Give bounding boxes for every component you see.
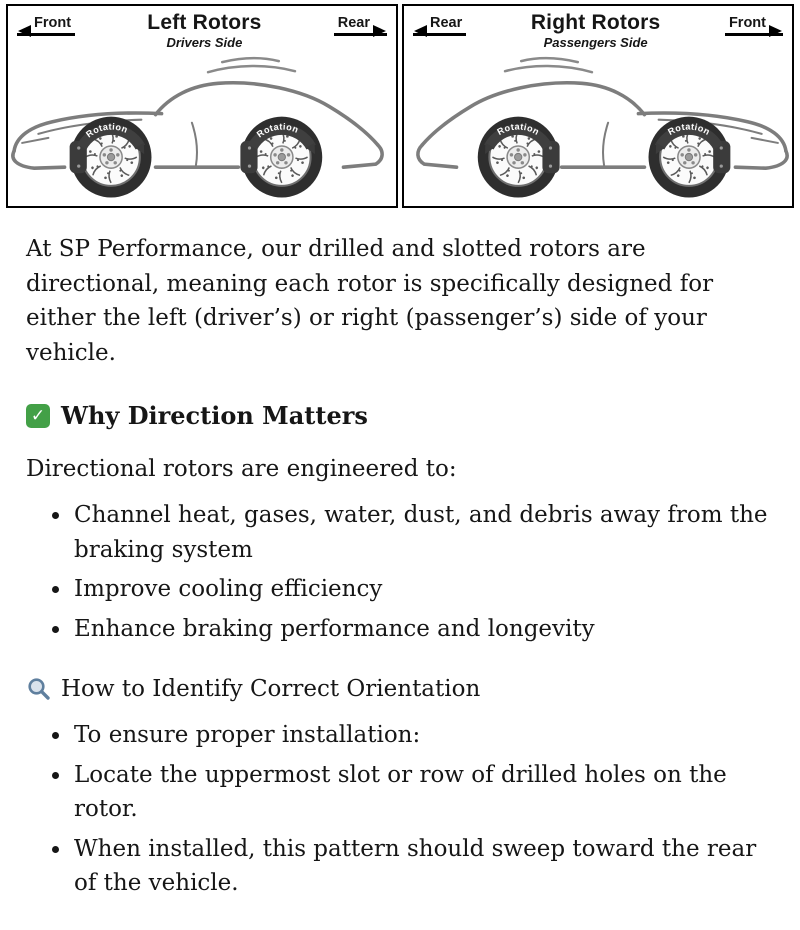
- arrow-right-icon: [373, 25, 386, 37]
- check-glyph: ✓: [30, 405, 46, 426]
- check-icon: [26, 404, 50, 428]
- section-title: How to Identify Correct Orientation: [61, 676, 481, 703]
- right-car-illustration: [404, 52, 792, 206]
- rear-direction-arrow: [334, 16, 387, 36]
- front-direction-arrow: [725, 16, 783, 36]
- lead-paragraph: Directional rotors are engineered to:: [26, 456, 457, 483]
- magnifier-icon: [26, 676, 52, 702]
- panel-title: Right Rotors: [530, 11, 661, 34]
- section-title: Why Direction Matters: [61, 401, 368, 431]
- rear-direction-arrow: [413, 16, 466, 36]
- arrow-right-icon: [769, 25, 782, 37]
- intro-paragraph: At SP Performance, our drilled and slotted rotors are directional, meaning each rotor is specifically designed for either the left (driver’s) or right (passenger’s) side of your vehicle.: [26, 235, 714, 367]
- right-panel-header: [404, 6, 792, 50]
- list-item: • To ensure proper installation:: [72, 718, 774, 753]
- section-heading-orientation: [26, 676, 774, 702]
- list-item: • Locate the uppermost slot or row of drilled holes on the rotor.: [72, 758, 774, 827]
- direction-label: Rear: [337, 15, 370, 31]
- article: [0, 208, 800, 930]
- list-item: • Enhance braking performance and longevity: [72, 612, 774, 647]
- direction-label: Front: [728, 15, 766, 31]
- rotation-label: Rotation: [495, 121, 542, 138]
- direction-benefits-list: [26, 498, 774, 646]
- left-panel-header: [8, 6, 396, 50]
- left-car-illustration: [8, 52, 396, 206]
- left-rotors-panel: [6, 4, 398, 208]
- left-panel-title-block: [147, 11, 261, 50]
- rotation-label: Rotation: [666, 121, 712, 138]
- direction-label: Front: [34, 15, 72, 31]
- panel-subtitle: Passengers Side: [543, 35, 648, 50]
- list-item: • Improve cooling efficiency: [72, 572, 774, 607]
- section-heading-direction: [26, 401, 774, 430]
- rotor-direction-diagram: [0, 0, 800, 208]
- orientation-steps-list: [26, 718, 774, 901]
- panel-title: Left Rotors: [147, 11, 262, 34]
- front-direction-arrow: [17, 16, 75, 36]
- right-panel-title-block: [531, 11, 661, 50]
- list-item: • When installed, this pattern should sweep toward the rear of the vehicle.: [72, 832, 774, 901]
- rotation-label: Rotation: [84, 121, 130, 140]
- arrow-left-icon: [18, 25, 31, 37]
- rotation-label: Rotation: [254, 121, 301, 140]
- panel-subtitle: Drivers Side: [166, 35, 243, 50]
- arrow-left-icon: [414, 25, 427, 37]
- list-item: • Channel heat, gases, water, dust, and debris away from the braking system: [72, 498, 774, 567]
- right-rotors-panel: [402, 4, 794, 208]
- direction-label: Rear: [430, 15, 463, 31]
